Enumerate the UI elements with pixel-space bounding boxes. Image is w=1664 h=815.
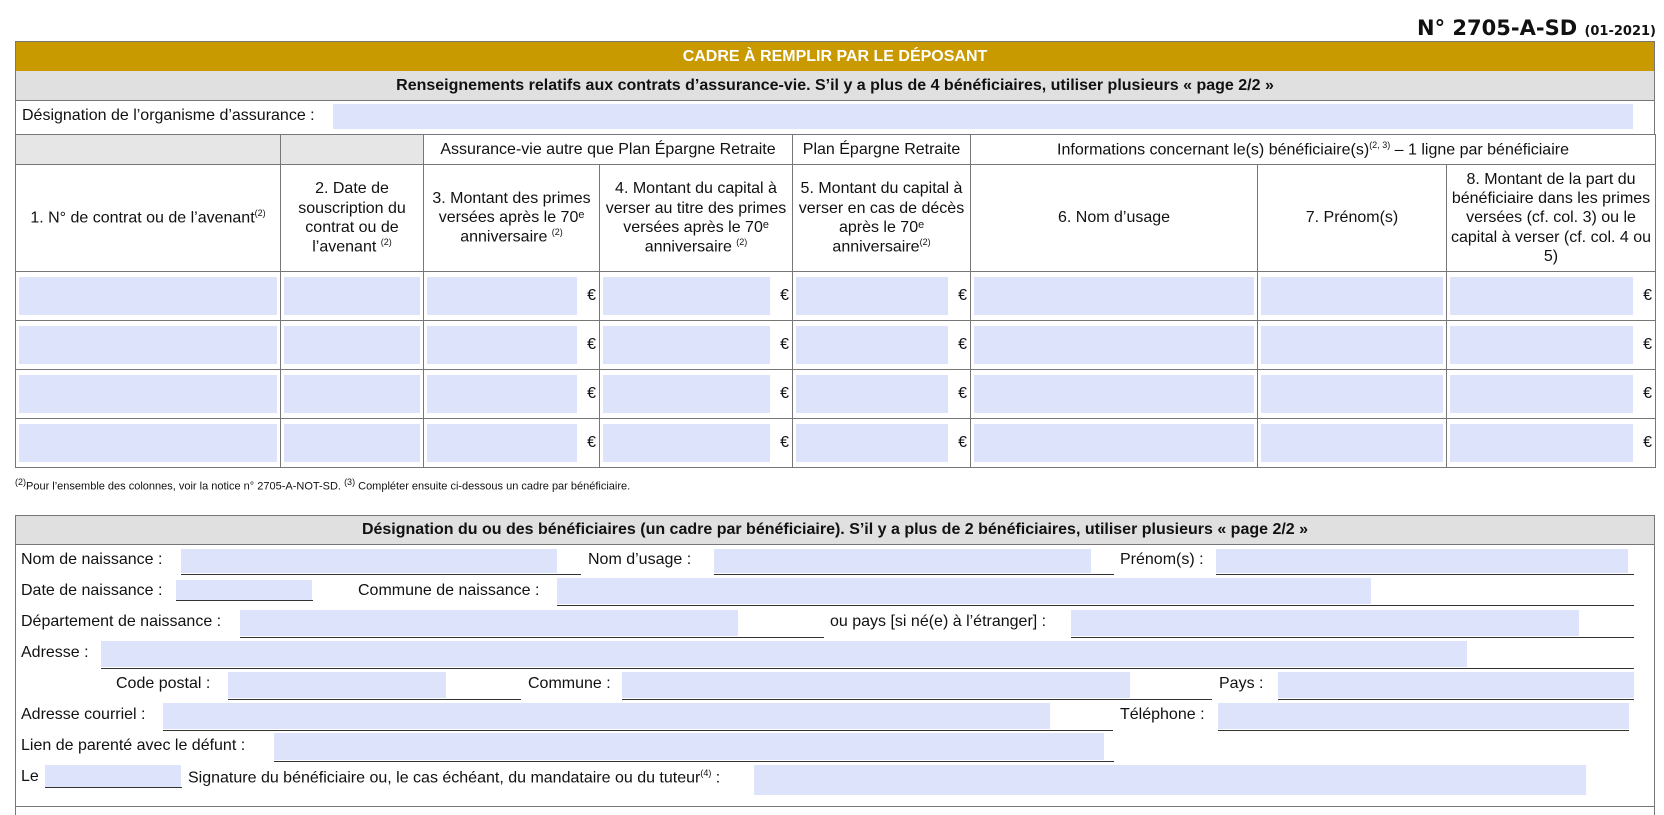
usage-name-input[interactable] <box>714 549 1091 573</box>
first-names-input[interactable] <box>1216 549 1628 573</box>
birth-date-label: Date de naissance : <box>21 582 163 599</box>
row2-capital-death-input[interactable] <box>796 326 948 364</box>
country-input[interactable] <box>1278 672 1634 698</box>
euro-symbol: € <box>780 336 789 353</box>
euro-symbol: € <box>587 287 596 304</box>
row4-capital-premiums-input[interactable] <box>603 424 770 462</box>
group-beneficiary-info: Informations concernant le(s) $bénéficiaire(s)^{(2, 3)} - 1$ ligne par bénéficiaire <box>971 135 1656 165</box>
address-input[interactable] <box>101 641 1467 667</box>
euro-symbol: € <box>587 336 596 353</box>
row3-capital-premiums-input[interactable] <box>603 375 770 413</box>
group-life-insurance: Assurance-vie autre que Plan Épargne Retraite <box>424 135 793 165</box>
row3-date-input[interactable] <box>284 375 420 413</box>
birth-country-input[interactable] <box>1071 610 1579 636</box>
postal-code-input[interactable] <box>228 672 446 698</box>
group-retirement-plan: Plan Épargne Retraite <box>793 135 971 165</box>
euro-symbol: € <box>958 336 967 353</box>
row4-date-input[interactable] <box>284 424 420 462</box>
group-blank-1 <box>16 135 281 165</box>
row4-contract-input[interactable] <box>19 424 277 462</box>
col-premiums: 3. Montant des primes versées après le 70ᵉ anniversaire $^{(2)}$ <box>424 165 600 272</box>
col-first-names: 7. Prénom(s) <box>1258 165 1447 272</box>
col-capital-premiums: 4. Montant du capital à verser au titre des primes versées après le 70ᵉ anniversaire $^{(2)}$ <box>600 165 793 272</box>
birth-country-label: ou pays [si né(e) à l’étranger] : <box>830 613 1047 630</box>
row2-premiums-input[interactable] <box>427 326 577 364</box>
depositor-title: CADRE À REMPLIR PAR LE DÉPOSANT <box>16 42 1654 71</box>
row3-first-names-input[interactable] <box>1261 375 1443 413</box>
birth-dept-label: Département de naissance : <box>21 613 222 630</box>
col-capital-death: 5. Montant du capital à verser en cas de décès après le 70ᵉ anniversaire$^{(2)}$ <box>793 165 971 272</box>
birth-city-input[interactable] <box>557 578 1371 604</box>
birth-city-label: Commune de naissance : <box>358 582 540 599</box>
euro-symbol: € <box>958 385 967 402</box>
row4-capital-death-input[interactable] <box>796 424 948 462</box>
email-label: Adresse courriel : <box>21 706 146 723</box>
usage-name-label: Nom d’usage : <box>588 551 692 568</box>
row4-usage-name-input[interactable] <box>974 424 1254 462</box>
birth-name-label: Nom de naissance : <box>21 551 163 568</box>
row1-first-names-input[interactable] <box>1261 277 1443 315</box>
row2-contract-input[interactable] <box>19 326 277 364</box>
col-usage-name: 6. Nom d’usage <box>971 165 1258 272</box>
email-input[interactable] <box>163 703 1050 729</box>
euro-symbol: € <box>780 385 789 402</box>
euro-symbol: € <box>587 385 596 402</box>
row3-share-input[interactable] <box>1450 375 1633 413</box>
phone-input[interactable] <box>1218 703 1629 729</box>
insurer-input[interactable] <box>333 104 1633 129</box>
row4-premiums-input[interactable] <box>427 424 577 462</box>
row3-capital-death-input[interactable] <box>796 375 948 413</box>
row3-contract-input[interactable] <box>19 375 277 413</box>
euro-symbol: € <box>587 434 596 451</box>
contracts-table <box>15 134 1656 468</box>
euro-symbol: € <box>780 287 789 304</box>
date-prefix-label: Le <box>21 768 39 785</box>
row4-share-input[interactable] <box>1450 424 1633 462</box>
phone-label: Téléphone : <box>1120 706 1205 723</box>
country-label: Pays : <box>1219 675 1264 692</box>
row1-premiums-input[interactable] <box>427 277 577 315</box>
form-number: N° 2705-A-SD (01-2021) <box>1417 16 1656 40</box>
row4-first-names-input[interactable] <box>1261 424 1443 462</box>
group-blank-2 <box>281 135 424 165</box>
first-names-label: Prénom(s) : <box>1120 551 1204 568</box>
row1-date-input[interactable] <box>284 277 420 315</box>
row2-first-names-input[interactable] <box>1261 326 1443 364</box>
row1-capital-premiums-input[interactable] <box>603 277 770 315</box>
row2-usage-name-input[interactable] <box>974 326 1254 364</box>
euro-symbol: € <box>958 287 967 304</box>
insurer-label: Désignation de l’organisme d’assurance : <box>22 107 315 124</box>
relationship-label: Lien de parenté avec le défunt : <box>21 737 246 754</box>
depositor-subtitle: Renseignements relatifs aux contrats d’assurance-vie. S’il y a plus de 4 bénéficiaires, utiliser plusieurs « page 2/2 » <box>16 71 1654 101</box>
birth-name-input[interactable] <box>181 549 557 573</box>
postal-code-label: Code postal : <box>116 675 211 692</box>
row1-capital-death-input[interactable] <box>796 277 948 315</box>
depositor-header <box>15 41 1655 135</box>
col-beneficiary-share: 8. Montant de la part du bénéficiaire dans les primes versées (cf. col. 3) ou le capital à verser (cf. col. 4 ou 5) <box>1447 165 1656 272</box>
signature-input[interactable] <box>754 765 1586 795</box>
euro-symbol: € <box>958 434 967 451</box>
beneficiary-title: Désignation du ou des bénéficiaires (un cadre par bénéficiaire). S’il y a plus de 2 bénéficiaires, utiliser plusieurs « page 2/2 » <box>16 516 1654 545</box>
euro-symbol: € <box>780 434 789 451</box>
city-input[interactable] <box>622 672 1130 698</box>
row2-share-input[interactable] <box>1450 326 1633 364</box>
birth-dept-input[interactable] <box>240 610 738 636</box>
row1-usage-name-input[interactable] <box>974 277 1254 315</box>
col-subscription-date: 2. Date de souscription du contrat ou de l’avenant $^{(2)}$ <box>281 165 424 272</box>
address-label: Adresse : <box>21 644 89 661</box>
row3-premiums-input[interactable] <box>427 375 577 413</box>
row1-contract-input[interactable] <box>19 277 277 315</box>
euro-symbol: € <box>1643 385 1653 402</box>
relationship-input[interactable] <box>274 733 1104 760</box>
row3-usage-name-input[interactable] <box>974 375 1254 413</box>
signature-date-input[interactable] <box>45 765 181 787</box>
row2-date-input[interactable] <box>284 326 420 364</box>
euro-symbol: € <box>1643 434 1653 451</box>
row2-capital-premiums-input[interactable] <box>603 326 770 364</box>
birth-date-input[interactable] <box>176 580 312 600</box>
euro-symbol: € <box>1643 336 1653 353</box>
footnote: $^{(2)}$Pour l’ensemble des colonnes, voir la notice n° 2705-A-NOT-SD. $^{(3)}$ Compléter ensuite ci-dessous un cadre par bénéficiaire. <box>15 477 631 493</box>
signature-label: Signature du bénéficiaire ou, le cas échéant, du mandataire ou du tuteur$^{(4)}$ : <box>188 768 721 787</box>
euro-symbol: € <box>1643 287 1653 304</box>
col-contract-number: 1. N° de contrat ou de l’avenant$^{(2)}$ <box>16 165 281 272</box>
city-label: Commune : <box>528 675 611 692</box>
row1-share-input[interactable] <box>1450 277 1633 315</box>
